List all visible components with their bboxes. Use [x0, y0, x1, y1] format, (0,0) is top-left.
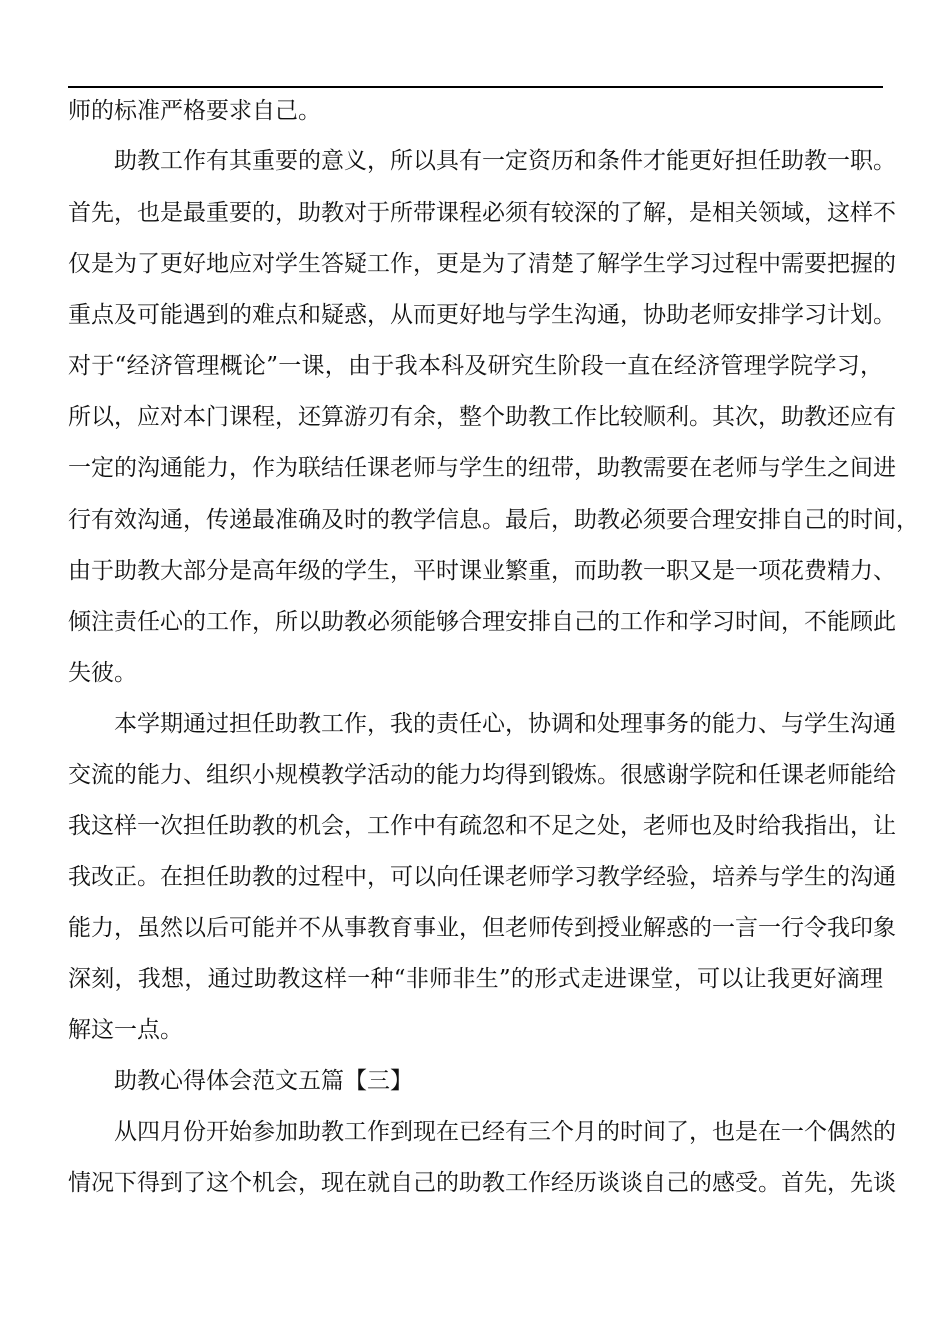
text-line: 倾注责任心的工作，所以助教必须能够合理安排自己的工作和学习时间，不能顾此 — [68, 609, 896, 635]
text-line: 对于“经济管理概论”一课，由于我本科及研究生阶段一直在经济管理学院学习， — [68, 353, 883, 379]
text-line: 失彼。 — [68, 660, 137, 686]
text-line: 行有效沟通，传递最准确及时的教学信息。最后，助教必须要合理安排自己的时间， — [68, 507, 919, 533]
header-rule — [68, 86, 883, 88]
text-line: 师的标准严格要求自己。 — [68, 98, 321, 124]
text-line: 我这样一次担任助教的机会，工作中有疏忽和不足之处，老师也及时给我指出，让 — [68, 813, 896, 839]
text-line: 所以，应对本门课程，还算游刃有余，整个助教工作比较顺利。其次，助教还应有 — [68, 404, 896, 430]
text-line: 从四月份开始参加助教工作到现在已经有三个月的时间了，也是在一个偶然的 — [114, 1119, 896, 1145]
text-line: 能力，虽然以后可能并不从事教育事业，但老师传到授业解惑的一言一行令我印象 — [68, 915, 896, 941]
section-heading: 助教心得体会范文五篇【三】 — [114, 1068, 413, 1094]
text-line: 我改正。在担任助教的过程中，可以向任课老师学习教学经验，培养与学生的沟通 — [68, 864, 896, 890]
text-line: 助教工作有其重要的意义，所以具有一定资历和条件才能更好担任助教一职。 — [114, 148, 896, 174]
text-line: 重点及可能遇到的难点和疑惑，从而更好地与学生沟通，协助老师安排学习计划。 — [68, 302, 896, 328]
text-line: 解这一点。 — [68, 1017, 183, 1043]
text-line: 仅是为了更好地应对学生答疑工作，更是为了清楚了解学生学习过程中需要把握的 — [68, 251, 896, 277]
text-line: 首先，也是最重要的，助教对于所带课程必须有较深的了解，是相关领域，这样不 — [68, 200, 896, 226]
text-line: 深刻，我想，通过助教这样一种“非师非生”的形式走进课堂，可以让我更好滴理 — [68, 966, 883, 992]
text-line: 一定的沟通能力，作为联结任课老师与学生的纽带，助教需要在老师与学生之间进 — [68, 455, 896, 481]
text-line: 交流的能力、组织小规模教学活动的能力均得到锻炼。很感谢学院和任课老师能给 — [68, 762, 896, 788]
text-line: 本学期通过担任助教工作，我的责任心，协调和处理事务的能力、与学生沟通 — [114, 711, 896, 737]
document-page — [68, 0, 919, 1344]
text-line: 情况下得到了这个机会，现在就自己的助教工作经历谈谈自己的感受。首先，先谈 — [68, 1170, 896, 1196]
text-line: 由于助教大部分是高年级的学生，平时课业繁重，而助教一职又是一项花费精力、 — [68, 558, 896, 584]
